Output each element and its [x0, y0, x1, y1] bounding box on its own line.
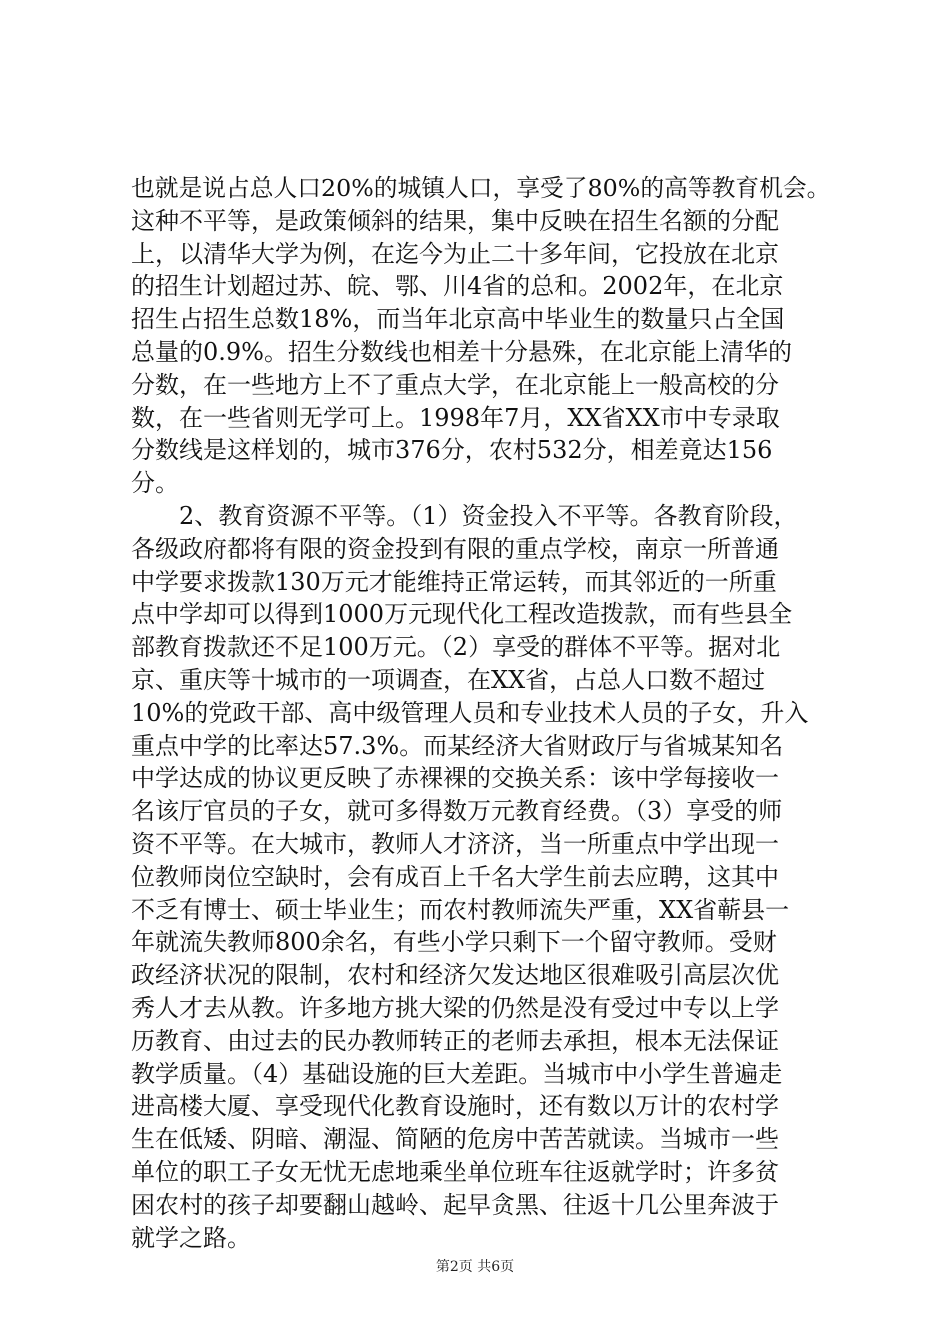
text-line: 就学之路。 [131, 1223, 251, 1252]
document-body [131, 172, 831, 1254]
text-line: 资不平等。在大城市，教师人才济济，当一所重点中学出现一 [131, 829, 779, 858]
text-line: 位教师岗位空缺时，会有成百上千名大学生前去应聘，这其中 [131, 862, 779, 891]
text-line: 点中学却可以得到1000万元现代化工程改造拨款，而有些县全 [131, 600, 793, 629]
text-line: 分数线是这样划的，城市376分，农村532分，相差竟达156 [131, 436, 773, 465]
text-line: 进高楼大厦、享受现代化教育设施时，还有数以万计的农村学 [131, 1092, 779, 1121]
text-line: 历教育、由过去的民办教师转正的老师去承担，根本无法保证 [131, 1026, 779, 1055]
text-line: 的招生计划超过苏、皖、鄂、川4省的总和。2002年，在北京 [131, 272, 784, 301]
text-line: 分数，在一些地方上不了重点大学，在北京能上一般高校的分 [131, 370, 779, 399]
text-line: 数，在一些省则无学可上。1998年7月，XX省XX市中专录取 [131, 403, 780, 432]
text-line: 秀人才去从教。许多地方挑大梁的仍然是没有受过中专以上学 [131, 993, 779, 1022]
text-line: 2、教育资源不平等。（1）资金投入不平等。各教育阶段， [131, 501, 798, 530]
text-line: 政经济状况的限制，农村和经济欠发达地区很难吸引高层次优 [131, 961, 779, 990]
text-line: 中学达成的协议更反映了赤裸裸的交换关系：该中学每接收一 [131, 764, 779, 793]
text-line: 分。 [131, 469, 179, 498]
text-line: 也就是说占总人口20%的城镇人口，享受了80%的高等教育机会。 [131, 174, 831, 202]
text-line: 中学要求拨款130万元才能维持正常运转，而其邻近的一所重 [131, 567, 777, 596]
text-line: 这种不平等，是政策倾斜的结果，集中反映在招生名额的分配 [131, 206, 779, 235]
text-line: 京、重庆等十城市的一项调查，在XX省，占总人口数不超过 [131, 665, 766, 694]
text-line: 教学质量。（4）基础设施的巨大差距。当城市中小学生普遍走 [131, 1059, 783, 1088]
text-line: 单位的职工子女无忧无虑地乘坐单位班车往返就学时；许多贫 [131, 1157, 779, 1186]
text-line: 总量的0.9%。招生分数线也相差十分悬殊，在北京能上清华的 [131, 337, 792, 366]
text-line: 部教育拨款还不足100万元。（2）享受的群体不平等。据对北 [131, 633, 781, 662]
text-line: 名该厅官员的子女，就可多得数万元教育经费。（3）享受的师 [131, 797, 783, 826]
text-line: 招生占招生总数18%，而当年北京高中毕业生的数量只占全国 [131, 305, 785, 334]
text-line: 上，以清华大学为例，在迄今为止二十多年间，它投放在北京 [131, 239, 779, 268]
text-line: 困农村的孩子却要翻山越岭、起早贪黑、往返十几公里奔波于 [131, 1190, 779, 1219]
text-line: 年就流失教师800余名，有些小学只剩下一个留守教师。受财 [131, 928, 777, 957]
text-line: 不乏有博士、硕士毕业生；而农村教师流失严重，XX省蕲县一 [131, 895, 790, 924]
text-line: 重点中学的比率达57.3%。而某经济大省财政厅与省城某知名 [131, 731, 784, 760]
text-line: 各级政府都将有限的资金投到有限的重点学校，南京一所普通 [131, 534, 779, 563]
text-line: 10%的党政干部、高中级管理人员和专业技术人员的子女，升入 [131, 698, 809, 727]
page-number-footer: 第2页 共6页 [435, 1259, 515, 1275]
text-line: 生在低矮、阴暗、潮湿、简陋的危房中苦苦就读。当城市一些 [131, 1125, 779, 1154]
